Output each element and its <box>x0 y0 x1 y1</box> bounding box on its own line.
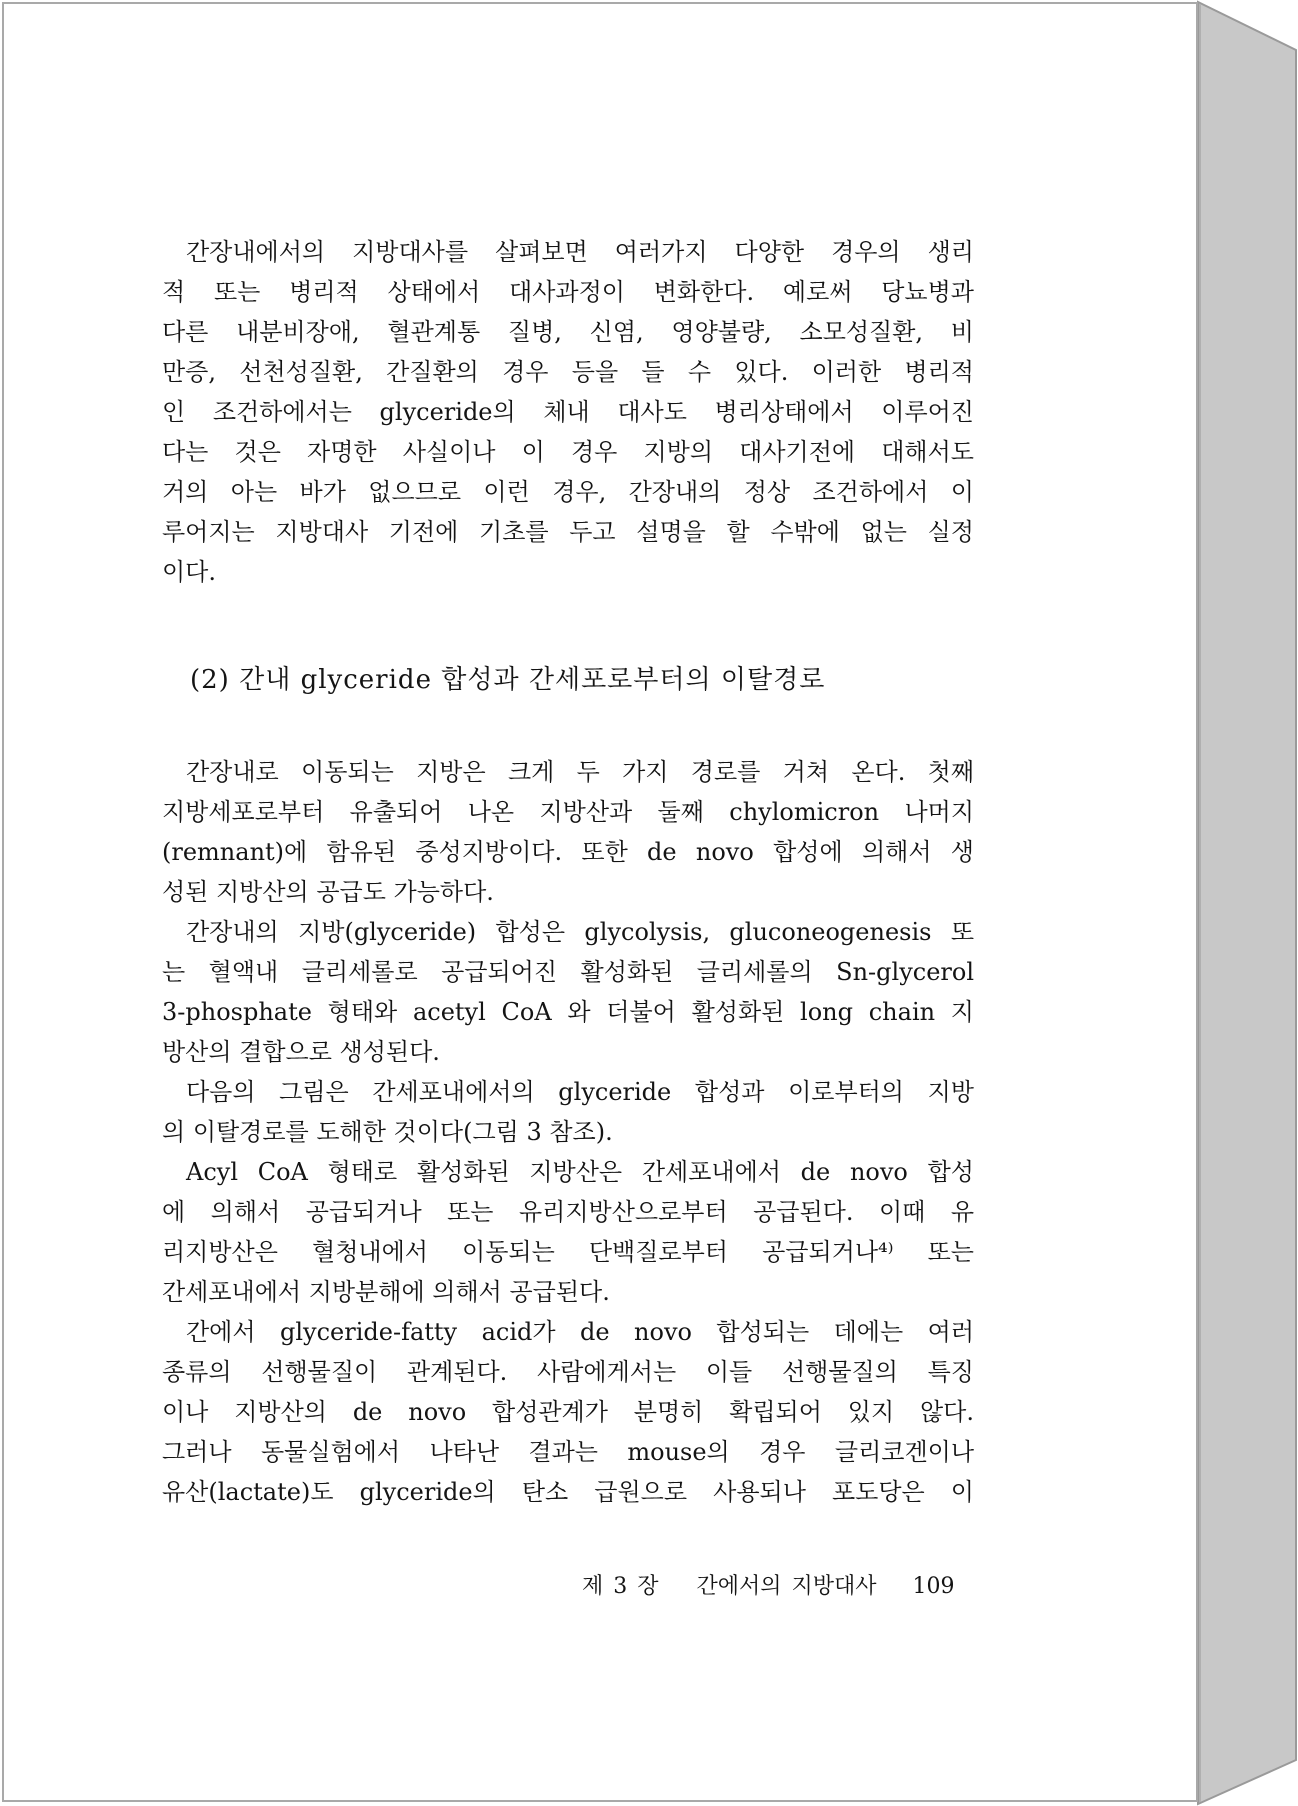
text-line: 의 이탈경로를 도해한 것이다(그림 3 참조). <box>162 1118 613 1146</box>
text-line: 성된 지방산의 공급도 가능하다. <box>162 878 494 906</box>
footer-chapter: 제 3 장 <box>582 1574 659 1599</box>
text-line: 거의 아는 바가 없으므로 이런 경우, 간장내의 정상 조건하에서 이 <box>162 478 974 506</box>
text-line: (remnant)에 함유된 중성지방이다. 또한 de novo 합성에 의해서 생 <box>162 838 974 866</box>
text-line: 지방세포로부터 유출되어 나온 지방산과 둘째 chylomicron 나머지 <box>162 798 974 826</box>
text-line: 리지방산은 혈청내에서 이동되는 단백질로부터 공급되거나⁴⁾ 또는 <box>162 1238 974 1266</box>
text-line: 간장내로 이동되는 지방은 크게 두 가지 경로를 거쳐 온다. 첫째 <box>186 758 974 786</box>
text-line: 유산(lactate)도 glyceride의 탄소 급원으로 사용되나 포도당은 이 <box>162 1478 974 1506</box>
text-line: 적 또는 병리적 상태에서 대사과정이 변화한다. 예로써 당뇨병과 <box>162 278 974 306</box>
page-footer <box>582 1571 955 1603</box>
text-line: Acyl CoA 형태로 활성화된 지방산은 간세포내에서 de novo 합성 <box>186 1158 974 1186</box>
book-page <box>2 2 1198 1802</box>
text-line: 는 혈액내 글리세롤로 공급되어진 활성화된 글리세롤의 Sn-glycerol <box>162 958 974 986</box>
text-line: 다른 내분비장애, 혈관계통 질병, 신염, 영양불량, 소모성질환, 비 <box>162 318 974 346</box>
text-line: 만증, 선천성질환, 간질환의 경우 등을 들 수 있다. 이러한 병리적 <box>162 358 974 386</box>
text-line: 간장내의 지방(glyceride) 합성은 glycolysis, gluconeogenesis 또 <box>186 918 974 946</box>
text-line: 다는 것은 자명한 사실이나 이 경우 지방의 대사기전에 대해서도 <box>162 438 974 466</box>
footer-title: 간에서의 지방대사 <box>696 1574 877 1599</box>
page-number: 109 <box>912 1574 955 1599</box>
text-line: 인 조건하에서는 glyceride의 체내 대사도 병리상태에서 이루어진 <box>162 398 974 426</box>
text-line: 간장내에서의 지방대사를 살펴보면 여러가지 다양한 경우의 생리 <box>186 238 974 266</box>
text-line: 방산의 결합으로 생성된다. <box>162 1038 440 1066</box>
text-line: 간세포내에서 지방분해에 의해서 공급된다. <box>162 1278 610 1306</box>
text-line: 에 의해서 공급되거나 또는 유리지방산으로부터 공급된다. 이때 유 <box>162 1198 974 1226</box>
text-line: 그러나 동물실험에서 나타난 결과는 mouse의 경우 글리코겐이나 <box>162 1438 974 1466</box>
text-line: 간에서 glyceride-fatty acid가 de novo 합성되는 데에는 여러 <box>186 1318 974 1346</box>
text-line: 이나 지방산의 de novo 합성관계가 분명히 확립되어 있지 않다. <box>162 1398 974 1426</box>
text-line: 3-phosphate 형태와 acetyl CoA 와 더불어 활성화된 long chain 지 <box>162 998 974 1026</box>
book-side-panel <box>1198 2 1296 1804</box>
text-line: 이다. <box>162 558 216 586</box>
section-heading: (2) 간내 glyceride 합성과 간세포로부터의 이탈경로 <box>190 665 826 695</box>
text-line: 종류의 선행물질이 관계된다. 사람에게서는 이들 선행물질의 특징 <box>162 1358 974 1386</box>
text-line: 루어지는 지방대사 기전에 기초를 두고 설명을 할 수밖에 없는 실정 <box>162 518 974 546</box>
text-line: 다음의 그림은 간세포내에서의 glyceride 합성과 이로부터의 지방 <box>186 1078 974 1106</box>
